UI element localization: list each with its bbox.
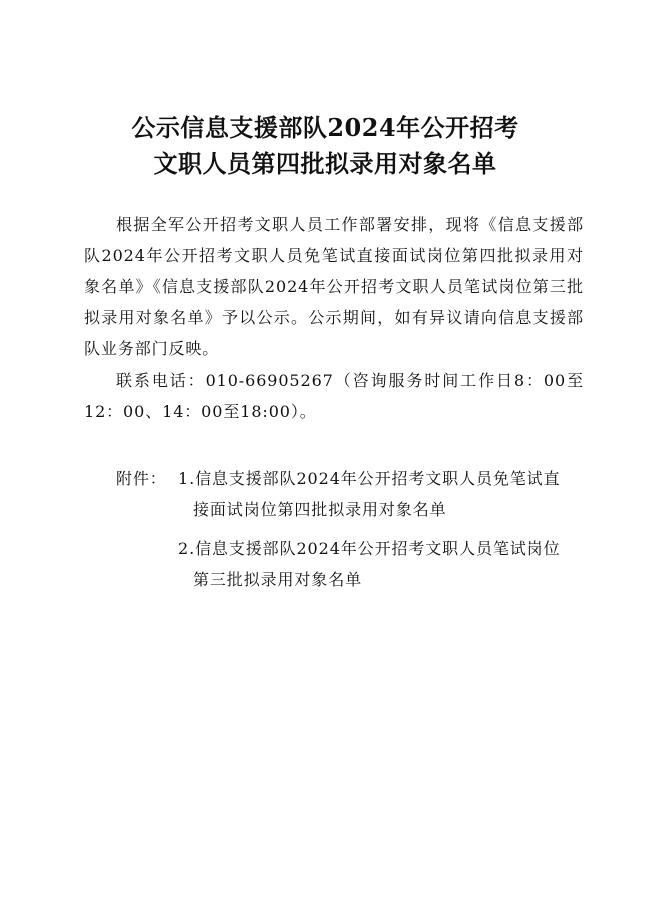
contact-paragraph: 联系电话：010-66905267（咨询服务时间工作日8：00至12：00、14：00至18:00）。 [84, 371, 584, 421]
document-title-line-2: 文职人员第四批拟录用对象名单 [153, 149, 497, 178]
announcement-paragraph: 根据全军公开招考文职人员工作部署安排，现将《信息支援部队2024年公开招考文职人员免笔试直接面试岗位第四批拟录用对象名单》《信息支援部队2024年公开招考文职人员笔试岗位第三批拟录用对象名单》予以公示。公示期间，如有异议请向信息支援部队业务部门反映。 [84, 215, 584, 358]
attachment-1-line-1: 1.信息支援部队2024年公开招考文职人员免笔试直 [178, 469, 561, 488]
document-title-line-1: 公示信息支援部队2024年公开招考 [131, 113, 519, 142]
attachment-2-line-1: 2.信息支援部队2024年公开招考文职人员笔试岗位 [178, 539, 561, 558]
attachments-label: 附件： [116, 469, 167, 488]
attachment-2-line-2: 第三批拟录用对象名单 [193, 570, 363, 589]
attachment-1-line-2: 接面试岗位第四批拟录用对象名单 [193, 500, 447, 519]
